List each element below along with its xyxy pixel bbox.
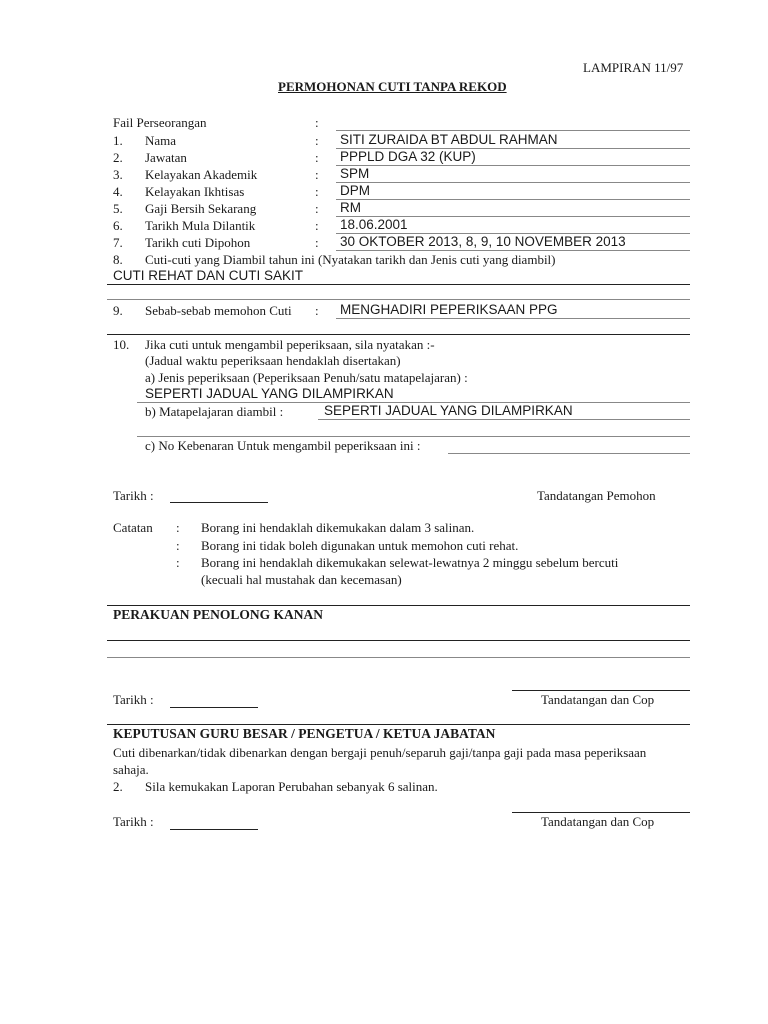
field-colon: : — [315, 150, 319, 165]
applicant-date-line — [170, 502, 268, 503]
field-line — [448, 453, 690, 454]
file-label: Fail Perseorangan — [113, 115, 207, 130]
field-line — [336, 182, 690, 183]
field-colon: : — [315, 235, 319, 250]
notes-label: Catatan — [113, 520, 153, 535]
item10-line1: Jika cuti untuk mengambil peperiksaan, sila nyatakan :- — [145, 337, 435, 352]
field-colon: : — [315, 218, 319, 233]
field-number: 7. — [113, 235, 123, 250]
section-divider — [107, 640, 690, 641]
field-number: 1. — [113, 133, 123, 148]
field-number: 5. — [113, 201, 123, 216]
field-value-jawatan: PPPLD DGA 32 (KUP) — [340, 149, 476, 164]
field-line — [336, 165, 690, 166]
field-value-gaji: RM — [340, 200, 361, 215]
field-colon: : — [315, 115, 319, 130]
section-divider — [107, 334, 690, 335]
item10b-label: b) Matapelajaran diambil : — [145, 404, 284, 419]
item9-value: MENGHADIRI PEPERIKSAAN PPG — [340, 302, 558, 317]
penolong-signature-label: Tandatangan dan Cop — [541, 692, 655, 707]
applicant-signature-label: Tandatangan Pemohon — [537, 488, 656, 503]
field-number: 9. — [113, 303, 123, 318]
item10a-value: SEPERTI JADUAL YANG DILAMPIRKAN — [145, 386, 394, 401]
keputusan-line1: Cuti dibenarkan/tidak dibenarkan dengan bergaji penuh/separuh gaji/tanpa gaji pada masa peperiksaan — [113, 745, 647, 760]
field-colon: : — [315, 167, 319, 182]
field-colon: : — [176, 555, 180, 570]
field-label-ikhtisas: Kelayakan Ikhtisas — [145, 184, 245, 199]
field-colon: : — [176, 538, 180, 553]
field-line — [137, 436, 690, 437]
penolong-date-line — [170, 707, 258, 708]
field-line — [318, 419, 690, 420]
form-reference: LAMPIRAN 11/97 — [583, 60, 684, 75]
item10c-label: c) No Kebenaran Untuk mengambil peperiksaan ini : — [145, 438, 421, 453]
field-colon: : — [176, 520, 180, 535]
keputusan-item2-number: 2. — [113, 779, 123, 794]
section-divider — [107, 657, 690, 658]
field-value-nama: SITI ZURAIDA BT ABDUL RAHMAN — [340, 132, 558, 147]
section-divider — [107, 724, 690, 725]
section-divider — [107, 284, 690, 285]
keputusan-date-label: Tarikh : — [113, 814, 154, 829]
penolong-date-label: Tarikh : — [113, 692, 154, 707]
field-line — [336, 250, 690, 251]
applicant-date-label: Tarikh : — [113, 488, 154, 503]
field-number: 6. — [113, 218, 123, 233]
field-colon: : — [315, 201, 319, 216]
note-item: Borang ini hendaklah dikemukakan dalam 3 salinan. — [201, 520, 475, 535]
section-divider — [107, 299, 690, 300]
field-label-akademik: Kelayakan Akademik — [145, 167, 258, 182]
field-value-akademik: SPM — [340, 166, 370, 181]
field-line — [336, 199, 690, 200]
item9-label: Sebab-sebab memohon Cuti — [145, 303, 292, 318]
keputusan-signature-label: Tandatangan dan Cop — [541, 814, 655, 829]
field-colon: : — [315, 133, 319, 148]
item8-label: Cuti-cuti yang Diambil tahun ini (Nyatakan tarikh dan Jenis cuti yang diambil) — [145, 252, 556, 267]
field-number: 2. — [113, 150, 123, 165]
form-title: PERMOHONAN CUTI TANPA REKOD — [278, 79, 507, 94]
field-label-nama: Nama — [145, 133, 177, 148]
field-line — [336, 130, 690, 131]
field-line — [336, 318, 690, 319]
item10-line2: (Jadual waktu peperiksaan hendaklah disertakan) — [145, 353, 401, 368]
field-colon: : — [315, 184, 319, 199]
field-value-dipohon: 30 OKTOBER 2013, 8, 9, 10 NOVEMBER 2013 — [340, 234, 626, 249]
item8-value: CUTI REHAT DAN CUTI SAKIT — [113, 268, 304, 283]
section-title-penolong: PERAKUAN PENOLONG KANAN — [113, 607, 324, 622]
field-label-dipohon: Tarikh cuti Dipohon — [145, 235, 251, 250]
note-item-continued: (kecuali hal mustahak dan kecemasan) — [201, 572, 402, 587]
item10a-label: a) Jenis peperiksaan (Peperiksaan Penuh/satu matapelajaran) : — [145, 370, 468, 385]
field-label-gaji: Gaji Bersih Sekarang — [145, 201, 257, 216]
section-title-keputusan: KEPUTUSAN GURU BESAR / PENGETUA / KETUA JABATAN — [113, 726, 496, 741]
penolong-signature-line — [512, 690, 690, 691]
keputusan-date-line — [170, 829, 258, 830]
field-number: 4. — [113, 184, 123, 199]
field-number: 8. — [113, 252, 123, 267]
item10b-value: SEPERTI JADUAL YANG DILAMPIRKAN — [324, 403, 573, 418]
field-label-dilantik: Tarikh Mula Dilantik — [145, 218, 256, 233]
field-colon: : — [315, 303, 319, 318]
field-value-ikhtisas: DPM — [340, 183, 370, 198]
section-divider — [107, 605, 690, 606]
keputusan-line2: sahaja. — [113, 762, 149, 777]
field-number: 10. — [113, 337, 130, 352]
field-value-dilantik: 18.06.2001 — [340, 217, 408, 232]
field-number: 3. — [113, 167, 123, 182]
note-item: Borang ini tidak boleh digunakan untuk memohon cuti rehat. — [201, 538, 519, 553]
keputusan-signature-line — [512, 812, 690, 813]
keputusan-item2-text: Sila kemukakan Laporan Perubahan sebanyak 6 salinan. — [145, 779, 438, 794]
note-item: Borang ini hendaklah dikemukakan selewat-lewatnya 2 minggu sebelum bercuti — [201, 555, 619, 570]
field-label-jawatan: Jawatan — [145, 150, 187, 165]
